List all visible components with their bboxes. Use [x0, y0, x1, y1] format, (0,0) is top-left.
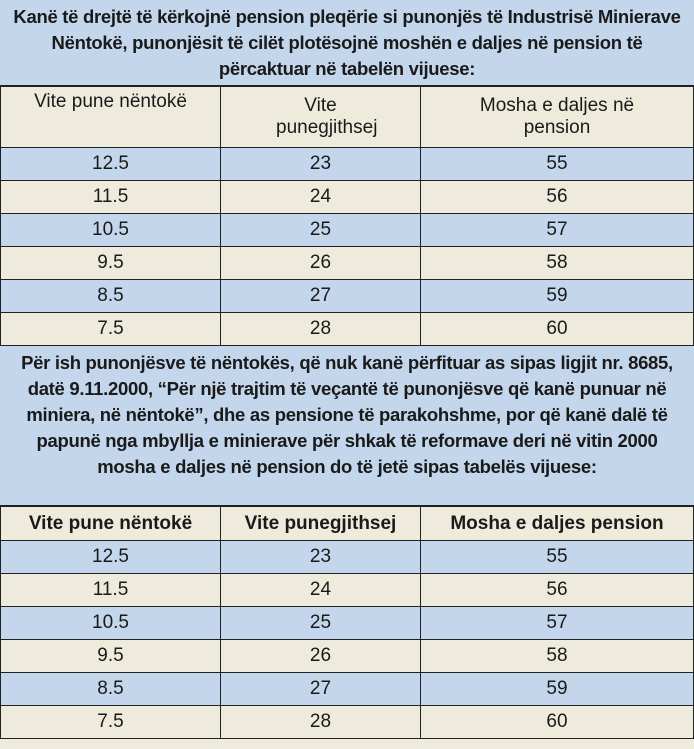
table-row	[1, 574, 694, 607]
table-cell: 55	[421, 541, 694, 574]
table-cell: 56	[421, 181, 694, 214]
table-cell: 26	[221, 247, 421, 280]
table-cell: 59	[421, 673, 694, 706]
table-row	[1, 673, 694, 706]
table-cell: 26	[221, 640, 421, 673]
table-cell: 10.5	[1, 607, 221, 640]
table-cell: 60	[421, 706, 694, 739]
table-row	[1, 280, 694, 313]
table-cell: 27	[221, 280, 421, 313]
table-cell: 12.5	[1, 541, 221, 574]
column-header: Vite pune nëntokë	[1, 507, 221, 541]
column-header: Vite pune nëntokë	[1, 87, 221, 148]
table-cell: 8.5	[1, 280, 221, 313]
table-cell: 24	[221, 181, 421, 214]
table-cell: 24	[221, 574, 421, 607]
table-cell: 25	[221, 607, 421, 640]
table-cell: 10.5	[1, 214, 221, 247]
table-row	[1, 181, 694, 214]
section2-heading: Për ish punonjësve të nëntokës, që nuk kanë përfituar as sipas ligjit nr. 8685, datë 9.11.2000, “Për një trajtim të veçantë të punonjësve që kanë punuar në miniera, në nëntokë”, dhe as pensione të parakohshme, por që kanë dalë të papunë nga mbyllja e minierave për shkak të reformave deri në vitin 2000 mosha e daljes në pension do të jetë sipas tabelës vijuese:	[0, 346, 694, 506]
table-cell: 57	[421, 214, 694, 247]
table-cell: 57	[421, 607, 694, 640]
column-header: Mosha e daljes në pension	[421, 87, 694, 148]
table-cell: 7.5	[1, 706, 221, 739]
table-cell: 9.5	[1, 247, 221, 280]
table-row	[1, 607, 694, 640]
table-cell: 55	[421, 148, 694, 181]
table-cell: 9.5	[1, 640, 221, 673]
table-cell: 8.5	[1, 673, 221, 706]
table-row	[1, 541, 694, 574]
table-cell: 56	[421, 574, 694, 607]
table-cell: 28	[221, 706, 421, 739]
column-header: Vite punegjithsej	[221, 507, 421, 541]
table-row	[1, 148, 694, 181]
table-row	[1, 313, 694, 346]
table-row	[1, 214, 694, 247]
table-row	[1, 247, 694, 280]
table-cell: 58	[421, 247, 694, 280]
column-header: Mosha e daljes pension	[421, 507, 694, 541]
table-cell: 58	[421, 640, 694, 673]
table-cell: 11.5	[1, 574, 221, 607]
table-header-row	[1, 87, 694, 148]
section1-heading: Kanë të drejtë të kërkojnë pension pleqërie si punonjës të Industrisë Minierave Nëntokë, punonjësit të cilët plotësojnë moshën e daljes në pension të përcaktuar në tabelën vijuese:	[0, 0, 694, 86]
table-cell: 59	[421, 280, 694, 313]
table-cell: 12.5	[1, 148, 221, 181]
section1-table	[0, 86, 694, 346]
table-cell: 11.5	[1, 181, 221, 214]
table-cell: 28	[221, 313, 421, 346]
table-row	[1, 640, 694, 673]
table-cell: 25	[221, 214, 421, 247]
column-header: Vite punegjithsej	[221, 87, 421, 148]
section2-table	[0, 506, 694, 739]
table-cell: 7.5	[1, 313, 221, 346]
table-row	[1, 706, 694, 739]
table-header-row	[1, 507, 694, 541]
table-cell: 23	[221, 148, 421, 181]
table-cell: 27	[221, 673, 421, 706]
table-cell: 23	[221, 541, 421, 574]
table-cell: 60	[421, 313, 694, 346]
